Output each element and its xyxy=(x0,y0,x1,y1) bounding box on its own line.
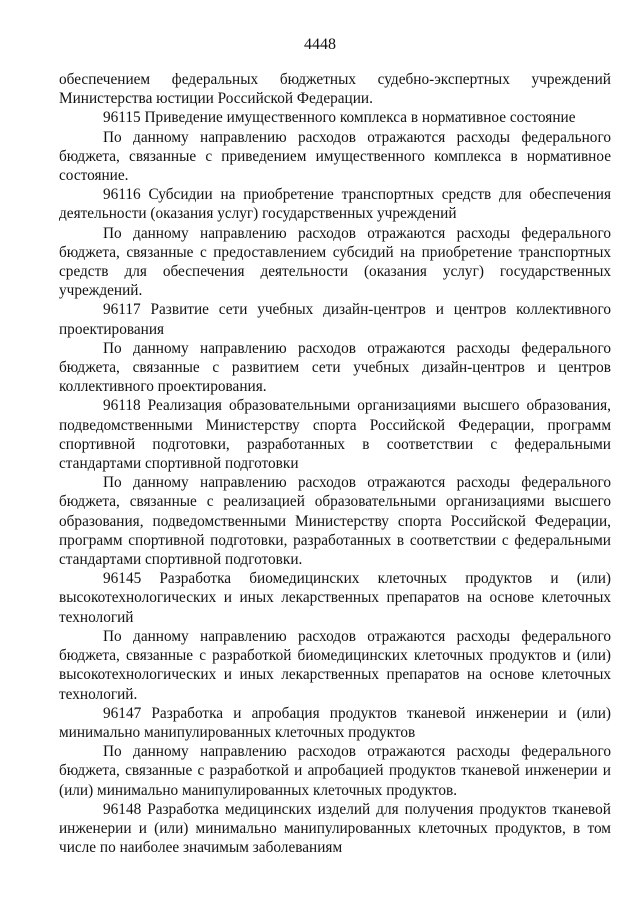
paragraph-heading-96145: 96145 Разработка биомедицинских клеточных продуктов и (или) высокотехнологических и иных лекарственных препаратов на основе клеточных технологий xyxy=(59,570,611,626)
document-body xyxy=(59,70,611,857)
paragraph-heading-96115: 96115 Приведение имущественного комплекса в нормативное состояние xyxy=(103,109,576,127)
paragraph-body-96118: По данному направлению расходов отражаются расходы федерального бюджета, связанные с реализацией образовательными организациями высшего образования, подведомственными Министерству спорта Российской Федерации, программ спортивной подготовки, разработанных в соответствии с федеральными стандартами спортивной подготовки. xyxy=(59,474,611,569)
paragraph-body-96116: По данному направлению расходов отражаются расходы федерального бюджета, связанные с предоставлением субсидий на приобретение транспортных средств для обеспечения деятельности (оказания услуг) государственных учреждений. xyxy=(59,224,611,300)
page-number: 4448 xyxy=(304,36,336,53)
paragraph-body-96147: По данному направлению расходов отражаются расходы федерального бюджета, связанные с разработкой и апробацией продуктов тканевой инженерии и (или) минимально манипулированных клеточных продуктов. xyxy=(59,743,611,799)
paragraph-heading-96116: 96116 Субсидии на приобретение транспортных средств для обеспечения деятельности (оказания услуг) государственных учреждений xyxy=(59,186,611,223)
paragraph-body-96117: По данному направлению расходов отражаются расходы федерального бюджета, связанные с развитием сети учебных дизайн-центров и центров коллективного проектирования. xyxy=(59,339,611,396)
paragraph-heading-96147: 96147 Разработка и апробация продуктов тканевой инженерии и (или) минимально манипулированных клеточных продуктов xyxy=(59,704,611,741)
paragraph-continuation: обеспечением федеральных бюджетных судебно-экспертных учреждений Министерства юстиции Российской Федерации. xyxy=(59,71,611,108)
paragraph-heading-96117: 96117 Развитие сети учебных дизайн-центров и центров коллективного проектирования xyxy=(59,301,611,338)
paragraph-body-96145: По данному направлению расходов отражаются расходы федерального бюджета, связанные с разработкой биомедицинских клеточных продуктов и (или) высокотехнологических и иных лекарственных препаратов на основе клеточных технологий. xyxy=(59,627,611,703)
paragraph-heading-96118: 96118 Реализация образовательными организациями высшего образования, подведомственными Министерству спорта Российской Федерации, программ спортивной подготовки, разработанных в соответствии с федеральными стандартами спортивной подготовки xyxy=(59,397,611,473)
paragraph-heading-96148: 96148 Разработка медицинских изделий для получения продуктов тканевой инженерии и (или) минимально манипулированных клеточных продуктов, в том числе по наиболее значимым заболеваниям xyxy=(59,800,611,857)
paragraph-body-96115: По данному направлению расходов отражаются расходы федерального бюджета, связанные с приведением имущественного комплекса в нормативное состояние. xyxy=(59,128,611,185)
